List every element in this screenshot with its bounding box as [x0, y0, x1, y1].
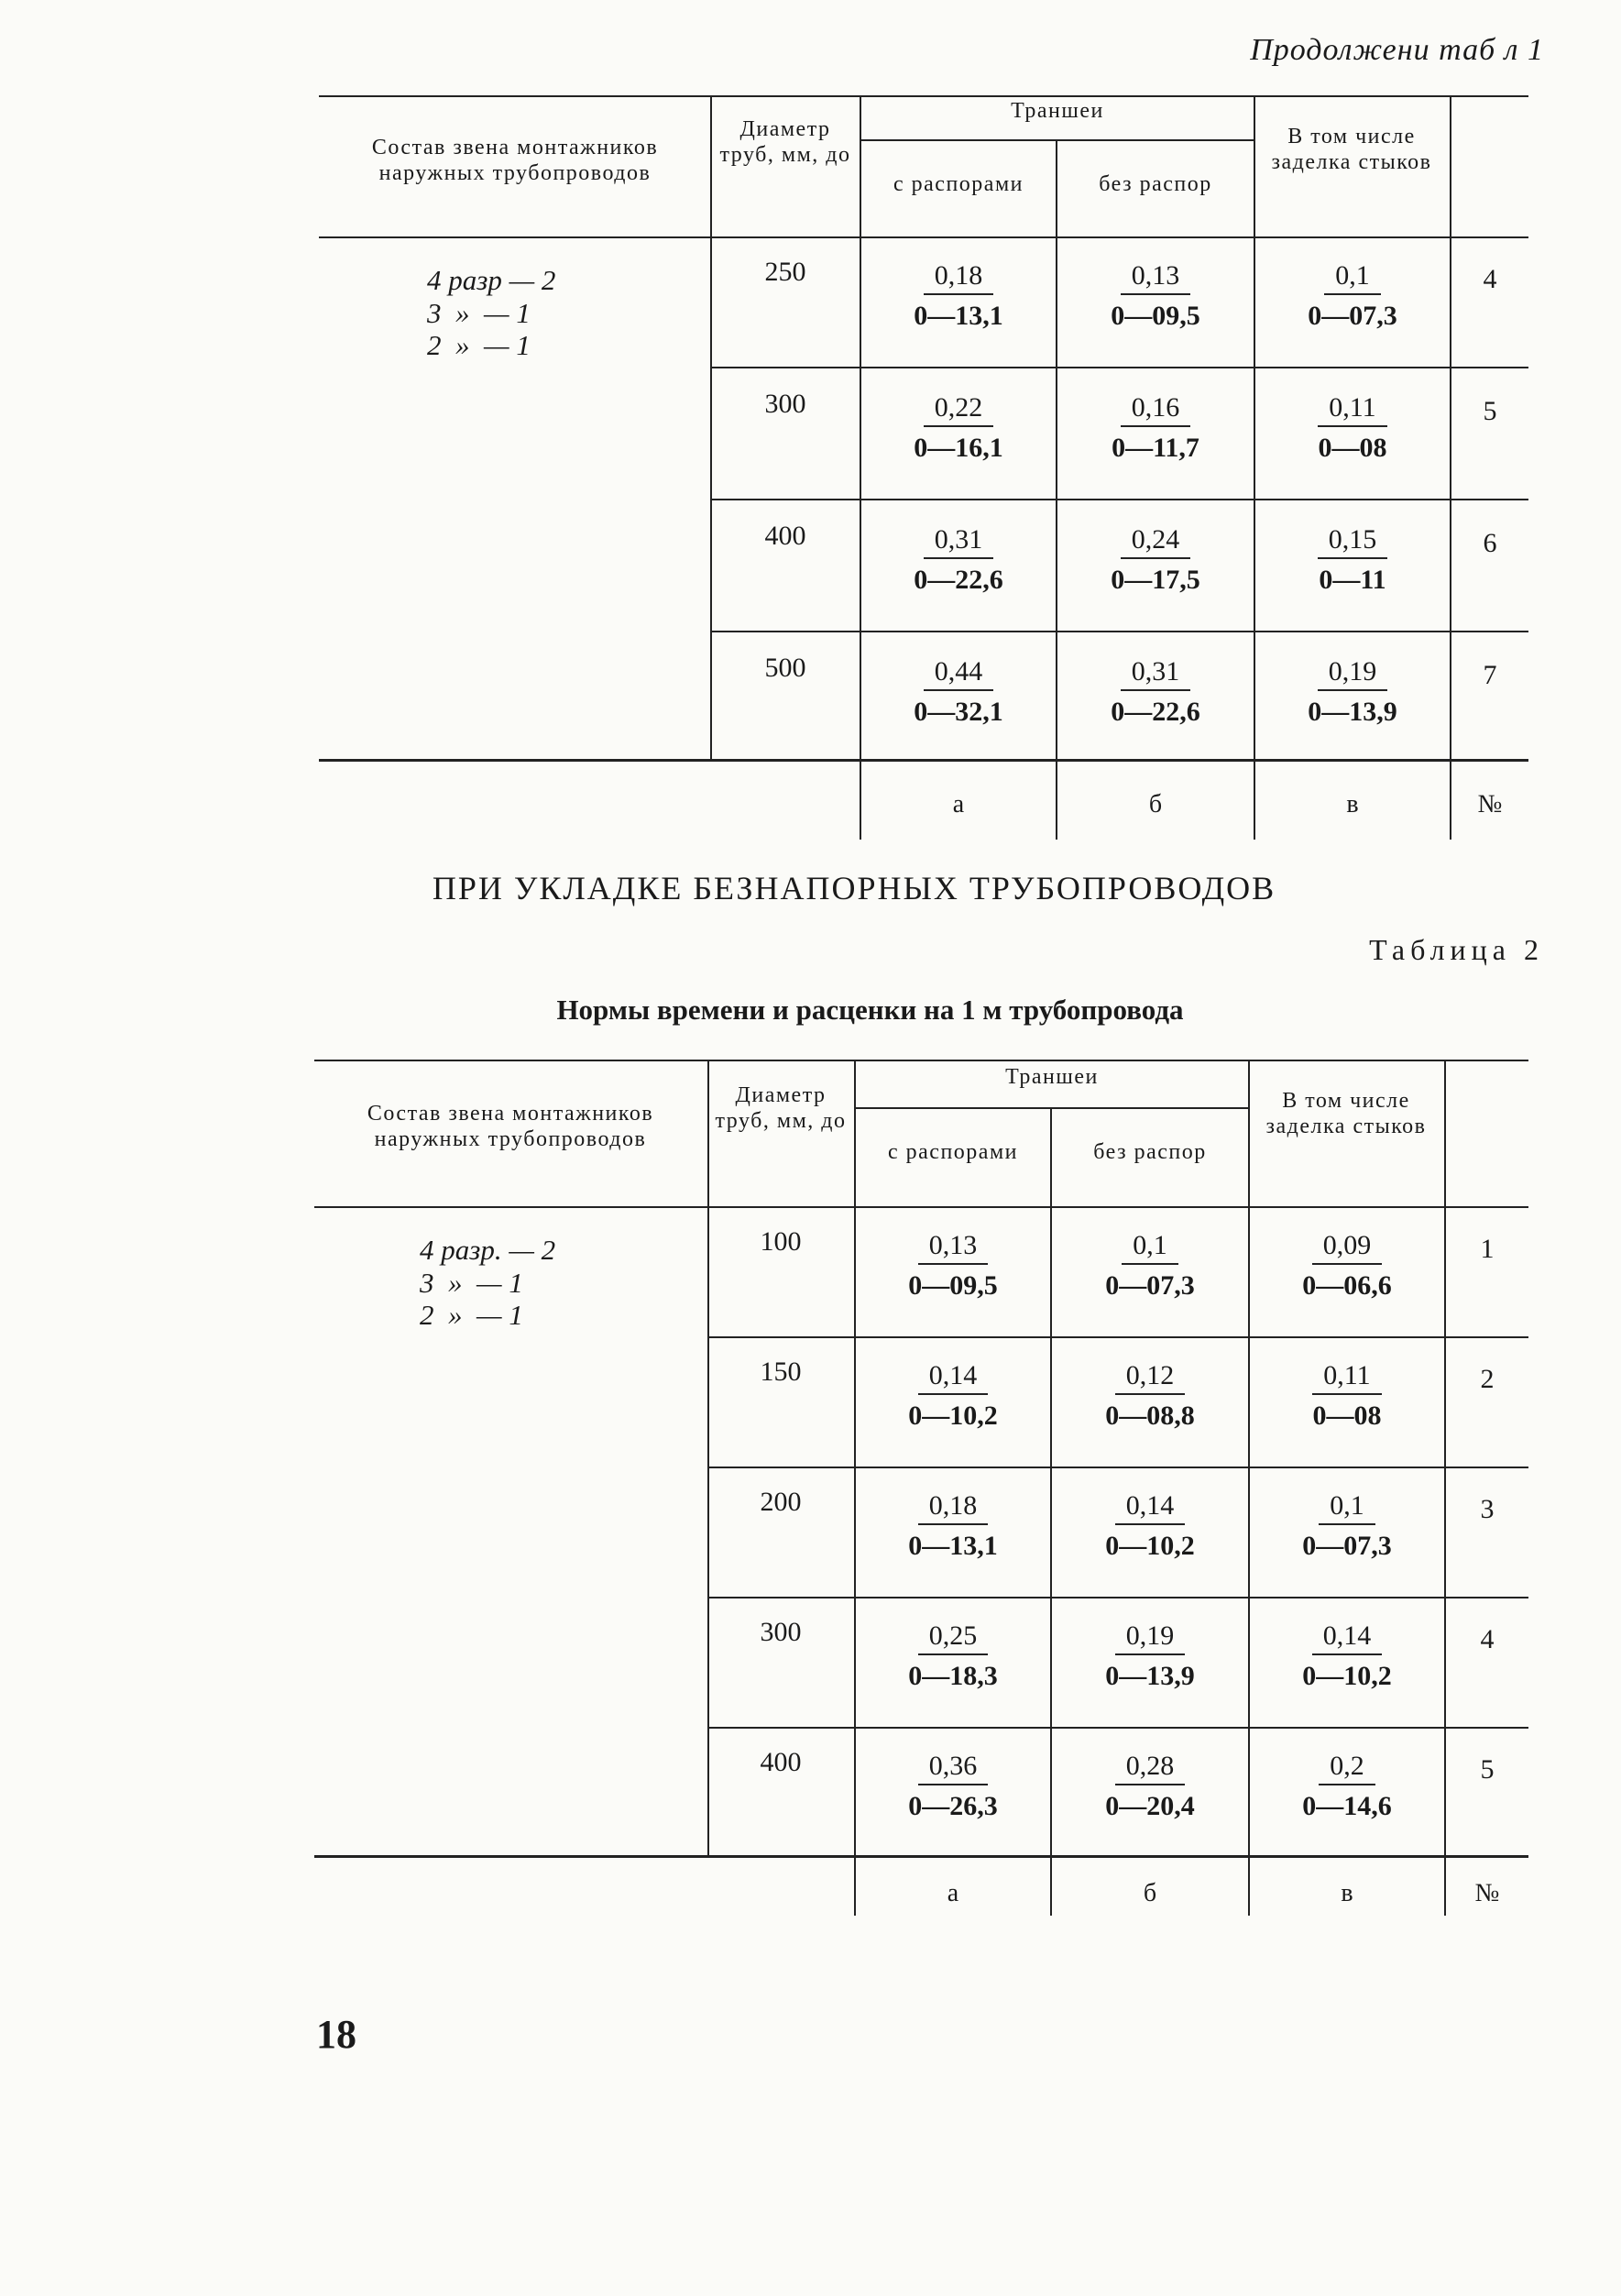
price-rate: 0—16,1	[914, 433, 1003, 463]
time-norm: 0,14	[1312, 1620, 1383, 1655]
price-rate: 0—13,9	[1105, 1661, 1195, 1691]
table2-col-letter-v: в	[1341, 1879, 1353, 1907]
table1-header-with-struts: с распорами	[893, 172, 1024, 196]
price-rate: 0—11,7	[1112, 433, 1199, 463]
time-norm: 0,2	[1319, 1751, 1375, 1785]
price-rate: 0—17,5	[1111, 565, 1200, 595]
price-rate: 0—10,2	[1105, 1531, 1195, 1561]
time-norm: 0,14	[918, 1360, 989, 1395]
price-rate: 0—08	[1312, 1401, 1382, 1431]
time-norm: 0,12	[1115, 1360, 1186, 1395]
rate-cell-b	[1052, 1360, 1248, 1432]
time-norm: 0,11	[1312, 1360, 1381, 1395]
price-rate: 0—11	[1319, 565, 1386, 595]
row-number: 7	[1483, 660, 1497, 690]
time-norm: 0,13	[918, 1230, 989, 1265]
table2-crew-composition	[420, 1234, 555, 1332]
time-norm: 0,31	[1121, 656, 1191, 691]
time-norm: 0,15	[1318, 524, 1388, 559]
price-rate: 0—10,2	[908, 1401, 998, 1431]
table2-header-trenches: Траншеи	[1005, 1065, 1099, 1089]
table1-col-divider	[860, 95, 861, 840]
rate-cell-v	[1249, 1620, 1445, 1692]
crew-line: 4 разр. — 2	[420, 1234, 556, 1266]
rate-cell-v	[1249, 1230, 1445, 1302]
rate-cell-b	[1057, 656, 1254, 728]
table1-header-rule	[319, 236, 1528, 238]
rate-cell-a	[855, 1360, 1051, 1432]
time-norm: 0,19	[1115, 1620, 1186, 1655]
table1-col-letter-v: в	[1346, 790, 1359, 818]
time-norm: 0,22	[924, 392, 994, 427]
table2-label: Таблица 2	[1369, 933, 1544, 966]
price-rate: 0—08	[1318, 433, 1387, 463]
price-rate: 0—06,6	[1302, 1270, 1392, 1301]
continuation-label: Продолжени таб л 1	[1250, 33, 1544, 67]
table1-header-without-struts: без распор	[1099, 172, 1212, 196]
table2-col-letter-no: №	[1474, 1879, 1500, 1907]
price-rate: 0—13,1	[914, 301, 1003, 331]
rate-cell-v	[1249, 1360, 1445, 1432]
table1-col-divider	[710, 95, 712, 759]
rate-cell-v	[1254, 656, 1451, 728]
table1-row-rule	[710, 367, 1528, 368]
crew-line: 2 » — 1	[427, 329, 531, 362]
table1-header-joints: В том числе заделка стыков	[1271, 125, 1432, 174]
rate-cell-v	[1249, 1490, 1445, 1562]
time-norm: 0,14	[1115, 1490, 1186, 1525]
diameter-cell: 500	[764, 653, 806, 683]
price-rate: 0—22,6	[914, 565, 1003, 595]
table1-header-diameter: Диаметр труб, мм, до	[719, 117, 851, 167]
rate-cell-b	[1052, 1751, 1248, 1822]
rate-cell-b	[1052, 1490, 1248, 1562]
diameter-cell: 300	[760, 1617, 802, 1647]
rate-cell-a	[860, 656, 1057, 728]
rate-cell-a	[855, 1751, 1051, 1822]
page-number: 18	[316, 2012, 356, 2057]
rate-cell-a	[860, 524, 1057, 596]
rate-cell-v	[1254, 260, 1451, 332]
table2-col-letter-a: а	[947, 1879, 959, 1907]
table1-row-rule	[710, 631, 1528, 632]
time-norm: 0,18	[924, 260, 994, 295]
rate-cell-a	[860, 392, 1057, 464]
crew-line: 3 » — 1	[420, 1266, 523, 1299]
price-rate: 0—08,8	[1105, 1401, 1195, 1431]
time-norm: 0,16	[1121, 392, 1191, 427]
price-rate: 0—13,9	[1308, 697, 1397, 727]
table2-header-crew: Состав звена монтажников наружных трубопроводов	[367, 1102, 654, 1151]
time-norm: 0,1	[1324, 260, 1381, 295]
rate-cell-b	[1057, 260, 1254, 332]
rate-cell-a	[855, 1490, 1051, 1562]
table2-header-without-struts: без распор	[1093, 1140, 1207, 1164]
price-rate: 0—22,6	[1111, 697, 1200, 727]
price-rate: 0—07,3	[1302, 1531, 1392, 1561]
rate-cell-b	[1052, 1230, 1248, 1302]
row-number: 5	[1483, 396, 1497, 426]
rate-cell-b	[1057, 392, 1254, 464]
table2-col-letter-b: б	[1143, 1879, 1157, 1907]
time-norm: 0,36	[918, 1751, 989, 1785]
diameter-cell: 250	[764, 257, 806, 287]
crew-line: 4 разр — 2	[427, 264, 556, 296]
price-rate: 0—20,4	[1105, 1791, 1195, 1821]
table2-header-diameter: Диаметр труб, мм, до	[715, 1083, 847, 1133]
price-rate: 0—26,3	[908, 1791, 998, 1821]
price-rate: 0—14,6	[1302, 1791, 1392, 1821]
diameter-cell: 150	[760, 1357, 802, 1387]
rate-cell-b	[1052, 1620, 1248, 1692]
time-norm: 0,1	[1319, 1490, 1375, 1525]
row-number: 1	[1480, 1234, 1495, 1264]
table2-caption: Нормы времени и расценки на 1 м трубопровода	[556, 994, 1184, 1026]
time-norm: 0,24	[1121, 524, 1191, 559]
rate-cell-a	[855, 1230, 1051, 1302]
row-number: 5	[1480, 1754, 1495, 1785]
crew-line: 2 » — 1	[420, 1299, 523, 1332]
table1-header-trenches: Траншеи	[1011, 99, 1104, 123]
table2-header-joints: В том числе заделка стыков	[1265, 1089, 1427, 1138]
table1-bottom-rule	[319, 759, 1528, 762]
time-norm: 0,09	[1312, 1230, 1383, 1265]
row-number: 3	[1480, 1494, 1495, 1524]
table2-header-with-struts: с распорами	[888, 1140, 1018, 1164]
table1-col-divider	[1056, 139, 1057, 840]
table2-header-rule	[314, 1206, 1528, 1208]
table2-row-rule	[707, 1727, 1528, 1729]
table2-row-rule	[707, 1597, 1528, 1598]
table2-top-rule	[314, 1060, 1528, 1061]
table1-col-divider	[1450, 95, 1451, 840]
row-number: 6	[1483, 528, 1497, 558]
price-rate: 0—18,3	[908, 1661, 998, 1691]
table2-col-divider	[707, 1060, 709, 1855]
table1-crew-composition	[427, 264, 555, 362]
rate-cell-a	[855, 1620, 1051, 1692]
price-rate: 0—07,3	[1105, 1270, 1195, 1301]
price-rate: 0—32,1	[914, 697, 1003, 727]
diameter-cell: 100	[760, 1226, 802, 1257]
table2-row-rule	[707, 1336, 1528, 1338]
table1-header-crew: Состав звена монтажников наружных трубопроводов	[371, 136, 659, 185]
rate-cell-v	[1254, 524, 1451, 596]
table1-top-rule	[319, 95, 1528, 97]
time-norm: 0,28	[1115, 1751, 1186, 1785]
time-norm: 0,13	[1121, 260, 1191, 295]
table2-row-rule	[707, 1467, 1528, 1468]
table1-col-letter-b: б	[1148, 790, 1163, 818]
table2-bottom-rule	[314, 1855, 1528, 1858]
time-norm: 0,31	[924, 524, 994, 559]
rate-cell-v	[1249, 1751, 1445, 1822]
price-rate: 0—13,1	[908, 1531, 998, 1561]
row-number: 4	[1483, 264, 1497, 294]
rate-cell-v	[1254, 392, 1451, 464]
time-norm: 0,11	[1318, 392, 1386, 427]
table2-trench-rule	[854, 1107, 1250, 1109]
diameter-cell: 400	[764, 521, 806, 551]
row-number: 2	[1480, 1364, 1495, 1394]
diameter-cell: 300	[764, 389, 806, 419]
time-norm: 0,1	[1122, 1230, 1178, 1265]
table1-col-letter-no: №	[1477, 790, 1503, 818]
rate-cell-a	[860, 260, 1057, 332]
price-rate: 0—09,5	[908, 1270, 998, 1301]
time-norm: 0,19	[1318, 656, 1388, 691]
price-rate: 0—07,3	[1308, 301, 1397, 331]
table1-row-rule	[710, 499, 1528, 500]
diameter-cell: 200	[760, 1487, 802, 1517]
price-rate: 0—09,5	[1111, 301, 1200, 331]
time-norm: 0,18	[918, 1490, 989, 1525]
time-norm: 0,44	[924, 656, 994, 691]
row-number: 4	[1480, 1624, 1495, 1654]
time-norm: 0,25	[918, 1620, 989, 1655]
table1-col-letter-a: а	[952, 790, 965, 818]
section-title: ПРИ УКЛАДКЕ БЕЗНАПОРНЫХ ТРУБОПРОВОДОВ	[432, 870, 1276, 906]
price-rate: 0—10,2	[1302, 1661, 1392, 1691]
rate-cell-b	[1057, 524, 1254, 596]
table1-col-divider	[1254, 95, 1255, 840]
crew-line: 3 » — 1	[427, 296, 531, 329]
diameter-cell: 400	[760, 1747, 802, 1777]
